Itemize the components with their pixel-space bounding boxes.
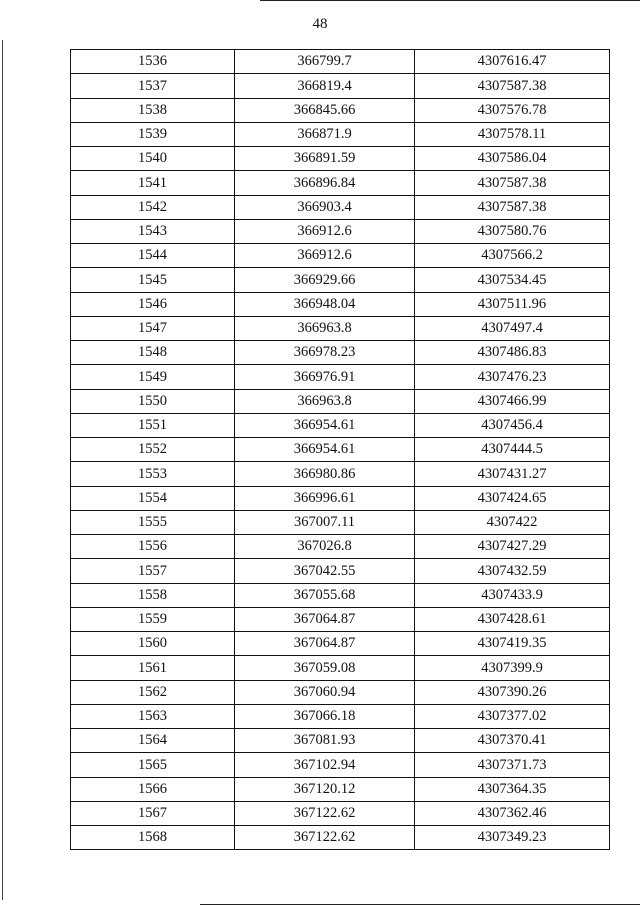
page-edge-top — [260, 0, 640, 1]
table-row — [71, 292, 610, 316]
point-number-cell: 1562 — [71, 680, 235, 704]
x-coordinate-cell: 366871.9 — [235, 122, 415, 146]
y-coordinate-cell: 4307587.38 — [415, 195, 610, 219]
y-coordinate-cell: 4307466.99 — [415, 389, 610, 413]
x-coordinate-cell: 367120.12 — [235, 777, 415, 801]
table-row — [71, 801, 610, 825]
x-coordinate-cell: 366963.8 — [235, 316, 415, 340]
x-coordinate-cell: 366980.86 — [235, 462, 415, 486]
table-row — [71, 559, 610, 583]
y-coordinate-cell: 4307587.38 — [415, 171, 610, 195]
x-coordinate-cell: 366903.4 — [235, 195, 415, 219]
x-coordinate-cell: 366819.4 — [235, 74, 415, 98]
table-row — [71, 147, 610, 171]
coordinates-table-body — [71, 50, 610, 850]
point-number-cell: 1544 — [71, 244, 235, 268]
point-number-cell: 1552 — [71, 438, 235, 462]
table-row — [71, 122, 610, 146]
table-row — [71, 729, 610, 753]
table-row — [71, 753, 610, 777]
x-coordinate-cell: 367122.62 — [235, 801, 415, 825]
table-row — [71, 74, 610, 98]
table-row — [71, 462, 610, 486]
y-coordinate-cell: 4307497.4 — [415, 316, 610, 340]
point-number-cell: 1561 — [71, 656, 235, 680]
page-number: 48 — [312, 16, 328, 32]
table-row — [71, 341, 610, 365]
point-number-cell: 1551 — [71, 413, 235, 437]
x-coordinate-cell: 366912.6 — [235, 219, 415, 243]
point-number-cell: 1557 — [71, 559, 235, 583]
y-coordinate-cell: 4307427.29 — [415, 535, 610, 559]
point-number-cell: 1564 — [71, 729, 235, 753]
point-number-cell: 1547 — [71, 316, 235, 340]
x-coordinate-cell: 367026.8 — [235, 535, 415, 559]
y-coordinate-cell: 4307390.26 — [415, 680, 610, 704]
table-row — [71, 632, 610, 656]
point-number-cell: 1555 — [71, 510, 235, 534]
x-coordinate-cell: 366976.91 — [235, 365, 415, 389]
x-coordinate-cell: 366799.7 — [235, 50, 415, 74]
y-coordinate-cell: 4307456.4 — [415, 413, 610, 437]
table-row — [71, 656, 610, 680]
point-number-cell: 1556 — [71, 535, 235, 559]
y-coordinate-cell: 4307364.35 — [415, 777, 610, 801]
x-coordinate-cell: 366912.6 — [235, 244, 415, 268]
x-coordinate-cell: 366896.84 — [235, 171, 415, 195]
y-coordinate-cell: 4307422 — [415, 510, 610, 534]
point-number-cell: 1549 — [71, 365, 235, 389]
table-row — [71, 486, 610, 510]
table-row — [71, 413, 610, 437]
x-coordinate-cell: 366996.61 — [235, 486, 415, 510]
x-coordinate-cell: 366978.23 — [235, 341, 415, 365]
x-coordinate-cell: 367066.18 — [235, 704, 415, 728]
table-row — [71, 244, 610, 268]
y-coordinate-cell: 4307371.73 — [415, 753, 610, 777]
y-coordinate-cell: 4307432.59 — [415, 559, 610, 583]
y-coordinate-cell: 4307362.46 — [415, 801, 610, 825]
table-row — [71, 316, 610, 340]
y-coordinate-cell: 4307431.27 — [415, 462, 610, 486]
point-number-cell: 1538 — [71, 98, 235, 122]
table-row — [71, 268, 610, 292]
table-row — [71, 777, 610, 801]
table-row — [71, 50, 610, 74]
x-coordinate-cell: 367042.55 — [235, 559, 415, 583]
table-row — [71, 365, 610, 389]
point-number-cell: 1560 — [71, 632, 235, 656]
point-number-cell: 1540 — [71, 147, 235, 171]
point-number-cell: 1539 — [71, 122, 235, 146]
y-coordinate-cell: 4307349.23 — [415, 826, 610, 850]
point-number-cell: 1568 — [71, 826, 235, 850]
y-coordinate-cell: 4307399.9 — [415, 656, 610, 680]
y-coordinate-cell: 4307511.96 — [415, 292, 610, 316]
table-row — [71, 389, 610, 413]
y-coordinate-cell: 4307486.83 — [415, 341, 610, 365]
x-coordinate-cell: 367122.62 — [235, 826, 415, 850]
point-number-cell: 1546 — [71, 292, 235, 316]
y-coordinate-cell: 4307428.61 — [415, 607, 610, 631]
point-number-cell: 1567 — [71, 801, 235, 825]
table-row — [71, 680, 610, 704]
point-number-cell: 1553 — [71, 462, 235, 486]
table-row — [71, 704, 610, 728]
y-coordinate-cell: 4307566.2 — [415, 244, 610, 268]
x-coordinate-cell: 367064.87 — [235, 607, 415, 631]
x-coordinate-cell: 366948.04 — [235, 292, 415, 316]
page-edge-left — [2, 40, 3, 900]
x-coordinate-cell: 366963.8 — [235, 389, 415, 413]
y-coordinate-cell: 4307576.78 — [415, 98, 610, 122]
table-row — [71, 219, 610, 243]
table-row — [71, 583, 610, 607]
y-coordinate-cell: 4307580.76 — [415, 219, 610, 243]
y-coordinate-cell: 4307424.65 — [415, 486, 610, 510]
x-coordinate-cell: 366954.61 — [235, 438, 415, 462]
point-number-cell: 1566 — [71, 777, 235, 801]
x-coordinate-cell: 367055.68 — [235, 583, 415, 607]
table-row — [71, 195, 610, 219]
y-coordinate-cell: 4307578.11 — [415, 122, 610, 146]
table-row — [71, 438, 610, 462]
point-number-cell: 1541 — [71, 171, 235, 195]
x-coordinate-cell: 366954.61 — [235, 413, 415, 437]
point-number-cell: 1565 — [71, 753, 235, 777]
table-row — [71, 826, 610, 850]
x-coordinate-cell: 367060.94 — [235, 680, 415, 704]
point-number-cell: 1536 — [71, 50, 235, 74]
point-number-cell: 1559 — [71, 607, 235, 631]
y-coordinate-cell: 4307370.41 — [415, 729, 610, 753]
coordinates-table — [70, 49, 610, 850]
x-coordinate-cell: 366929.66 — [235, 268, 415, 292]
x-coordinate-cell: 366891.59 — [235, 147, 415, 171]
y-coordinate-cell: 4307433.9 — [415, 583, 610, 607]
y-coordinate-cell: 4307377.02 — [415, 704, 610, 728]
point-number-cell: 1545 — [71, 268, 235, 292]
point-number-cell: 1550 — [71, 389, 235, 413]
point-number-cell: 1542 — [71, 195, 235, 219]
y-coordinate-cell: 4307587.38 — [415, 74, 610, 98]
point-number-cell: 1548 — [71, 341, 235, 365]
x-coordinate-cell: 367064.87 — [235, 632, 415, 656]
y-coordinate-cell: 4307476.23 — [415, 365, 610, 389]
table-row — [71, 98, 610, 122]
x-coordinate-cell: 367081.93 — [235, 729, 415, 753]
point-number-cell: 1558 — [71, 583, 235, 607]
table-row — [71, 171, 610, 195]
point-number-cell: 1543 — [71, 219, 235, 243]
x-coordinate-cell: 366845.66 — [235, 98, 415, 122]
point-number-cell: 1537 — [71, 74, 235, 98]
y-coordinate-cell: 4307419.35 — [415, 632, 610, 656]
table-row — [71, 607, 610, 631]
x-coordinate-cell: 367102.94 — [235, 753, 415, 777]
y-coordinate-cell: 4307616.47 — [415, 50, 610, 74]
y-coordinate-cell: 4307444.5 — [415, 438, 610, 462]
y-coordinate-cell: 4307586.04 — [415, 147, 610, 171]
x-coordinate-cell: 367007.11 — [235, 510, 415, 534]
table-row — [71, 535, 610, 559]
point-number-cell: 1554 — [71, 486, 235, 510]
y-coordinate-cell: 4307534.45 — [415, 268, 610, 292]
table-row — [71, 510, 610, 534]
point-number-cell: 1563 — [71, 704, 235, 728]
x-coordinate-cell: 367059.08 — [235, 656, 415, 680]
